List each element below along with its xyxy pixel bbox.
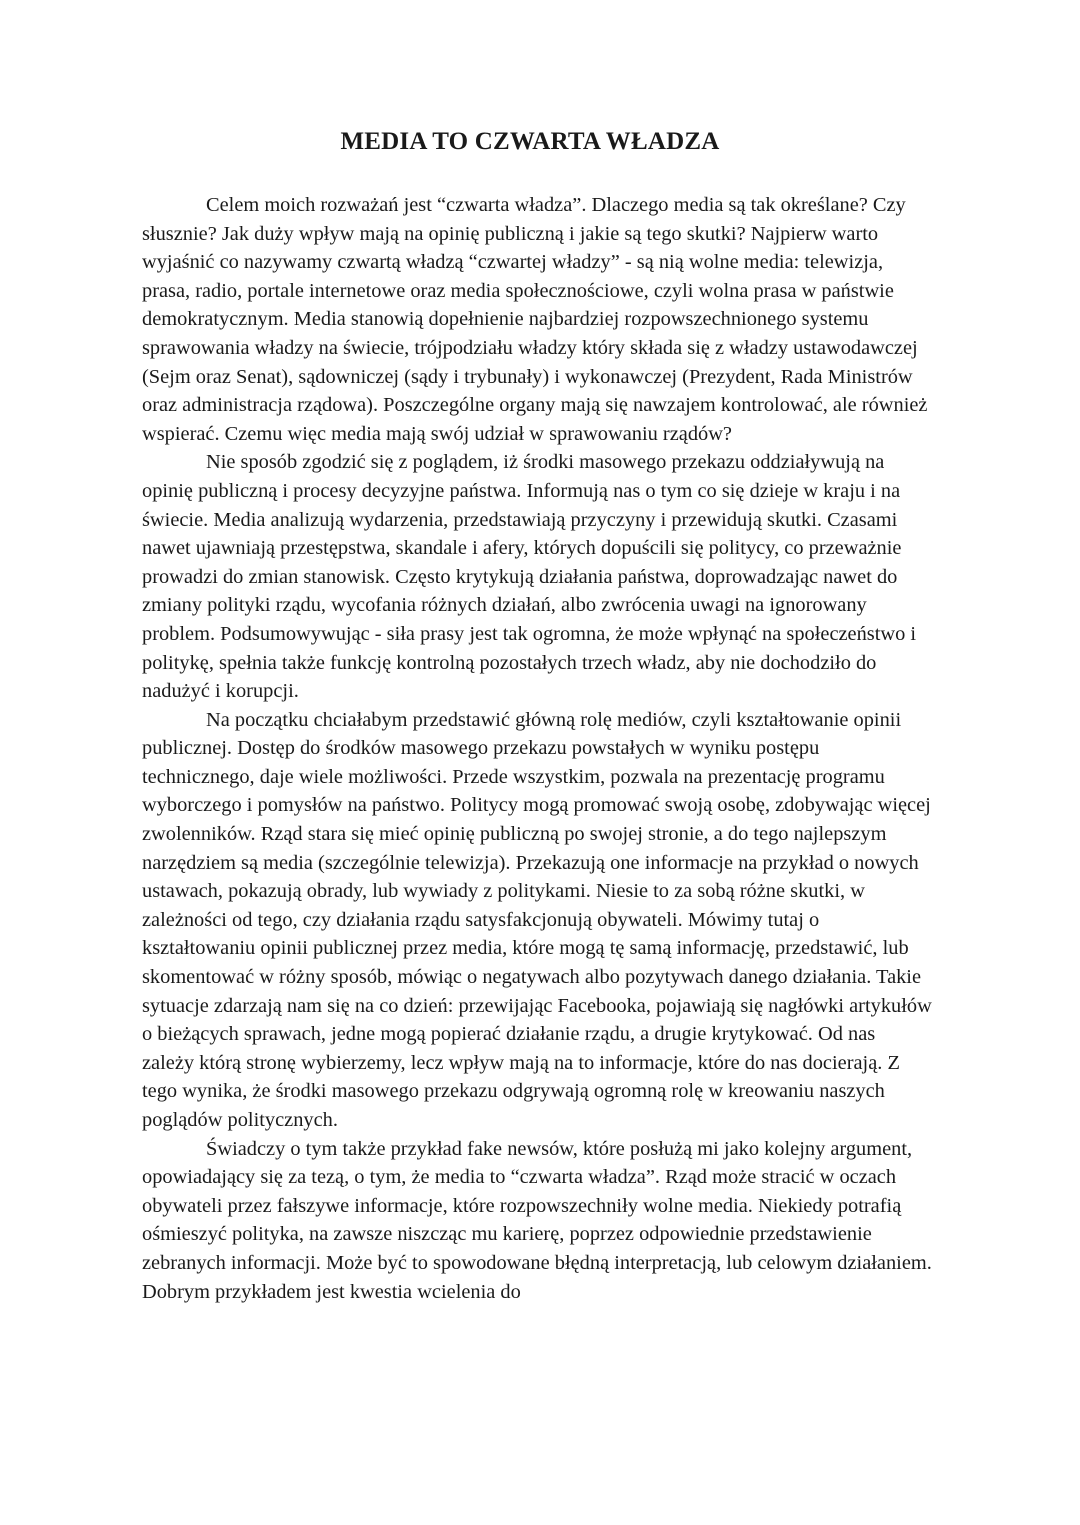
document-title: MEDIA TO CZWARTA WŁADZA	[340, 128, 720, 155]
paragraph-1: Celem moich rozważań jest “czwarta władza”. Dlaczego media są tak określane? Czy słusznie? Jak duży wpływ mają na opinię publiczną i jakie są tego skutki? Najpierw warto wyjaśnić co nazywamy czwartą władzą “czwartej władzy” - są nią wolne media: telewizja, prasa, radio, portale internetowe oraz media społecznościowe, czyli wolna prasa w państwie demokratycznym. Media stanowią dopełnienie najbardziej rozpowszechnionego systemu sprawowania władzy na świecie, trójpodziału władzy który składa się z władzy ustawodawczej (Sejm oraz Senat), sądowniczej (sądy i trybunały) i wykonawczej (Prezydent, Rada Ministrów oraz administracja rządowa). Poszczególne organy mają się nawzajem kontrolować, ale również wspierać. Czemu więc media mają swój udział w sprawowaniu rządów?	[142, 194, 928, 445]
paragraph-3: Na początku chciałabym przedstawić główną rolę mediów, czyli kształtowanie opinii publicznej. Dostęp do środków masowego przekazu powstałych w wyniku postępu technicznego, daje wiele możliwości. Przede wszystkim, pozwala na prezentację programu wyborczego i pomysłów na państwo. Politycy mogą promować swoją osobę, zdobywając więcej zwolenników. Rząd stara się mieć opinię publiczną po swojej stronie, a do tego najlepszym narzędziem są media (szczególnie telewizja). Przekazują one informacje na przykład o nowych ustawach, pokazują obrady, lub wywiady z politykami. Niesie to za sobą różne skutki, w zależności od tego, czy działania rządu satysfakcjonują obywateli. Mówimy tutaj o kształtowaniu opinii publicznej przez media, które mogą tę samą informację, przedstawić, lub skomentować w różny sposób, mówiąc o negatywach albo pozytywach danego działania. Takie sytuacje zdarzają nam się na co dzień: przewijając Facebooka, pojawiają się nagłówki artykułów o bieżących sprawach, jedne mogą popierać działanie rządu, a drugie krytykować. Od nas zależy którą stronę wybierzemy, lecz wpływ mają na to informacje, które do nas docierają. Z tego wynika, że środki masowego przekazu odgrywają ogromną rolę w kreowaniu naszych poglądów politycznych.	[142, 708, 932, 1131]
paragraph-2: Nie sposób zgodzić się z poglądem, iż środki masowego przekazu oddziaływują na opinię publiczną i procesy decyzyjne państwa. Informują nas o tym co się dzieje w kraju i na świecie. Media analizują wydarzenia, przedstawiają przyczyny i przewidują skutki. Czasami nawet ujawniają przestępstwa, skandale i afery, których dopuścili się politycy, co przeważnie prowadzi do zmian stanowisk. Często krytykują działania państwa, doprowadzając nawet do zmiany polityki rządu, wycofania różnych działań, albo zwrócenia uwagi na ignorowany problem. Podsumowywując - siła prasy jest tak ogromna, że może wpłynąć na społeczeństwo i politykę, spełnia także funkcję kontrolną pozostałych trzech władz, aby nie dochodziło do nadużyć i korupcji.	[142, 451, 917, 703]
document-body	[142, 191, 932, 1306]
paragraph-4: Świadczy o tym także przykład fake newsów, które posłużą mi jako kolejny argument, opowiadający się za tezą, o tym, że media to “czwarta władza”. Rząd może stracić w oczach obywateli przez fałszywe informacje, które rozpowszechniły wolne media. Niekiedy potrafią ośmieszyć polityka, na zawsze niszcząc mu karierę, poprzez odpowiednie przedstawienie zebranych informacji. Może być to spowodowane błędną interpretacją, lub celowym działaniem. Dobrym przykładem jest kwestia wcielenia do	[142, 1137, 932, 1303]
